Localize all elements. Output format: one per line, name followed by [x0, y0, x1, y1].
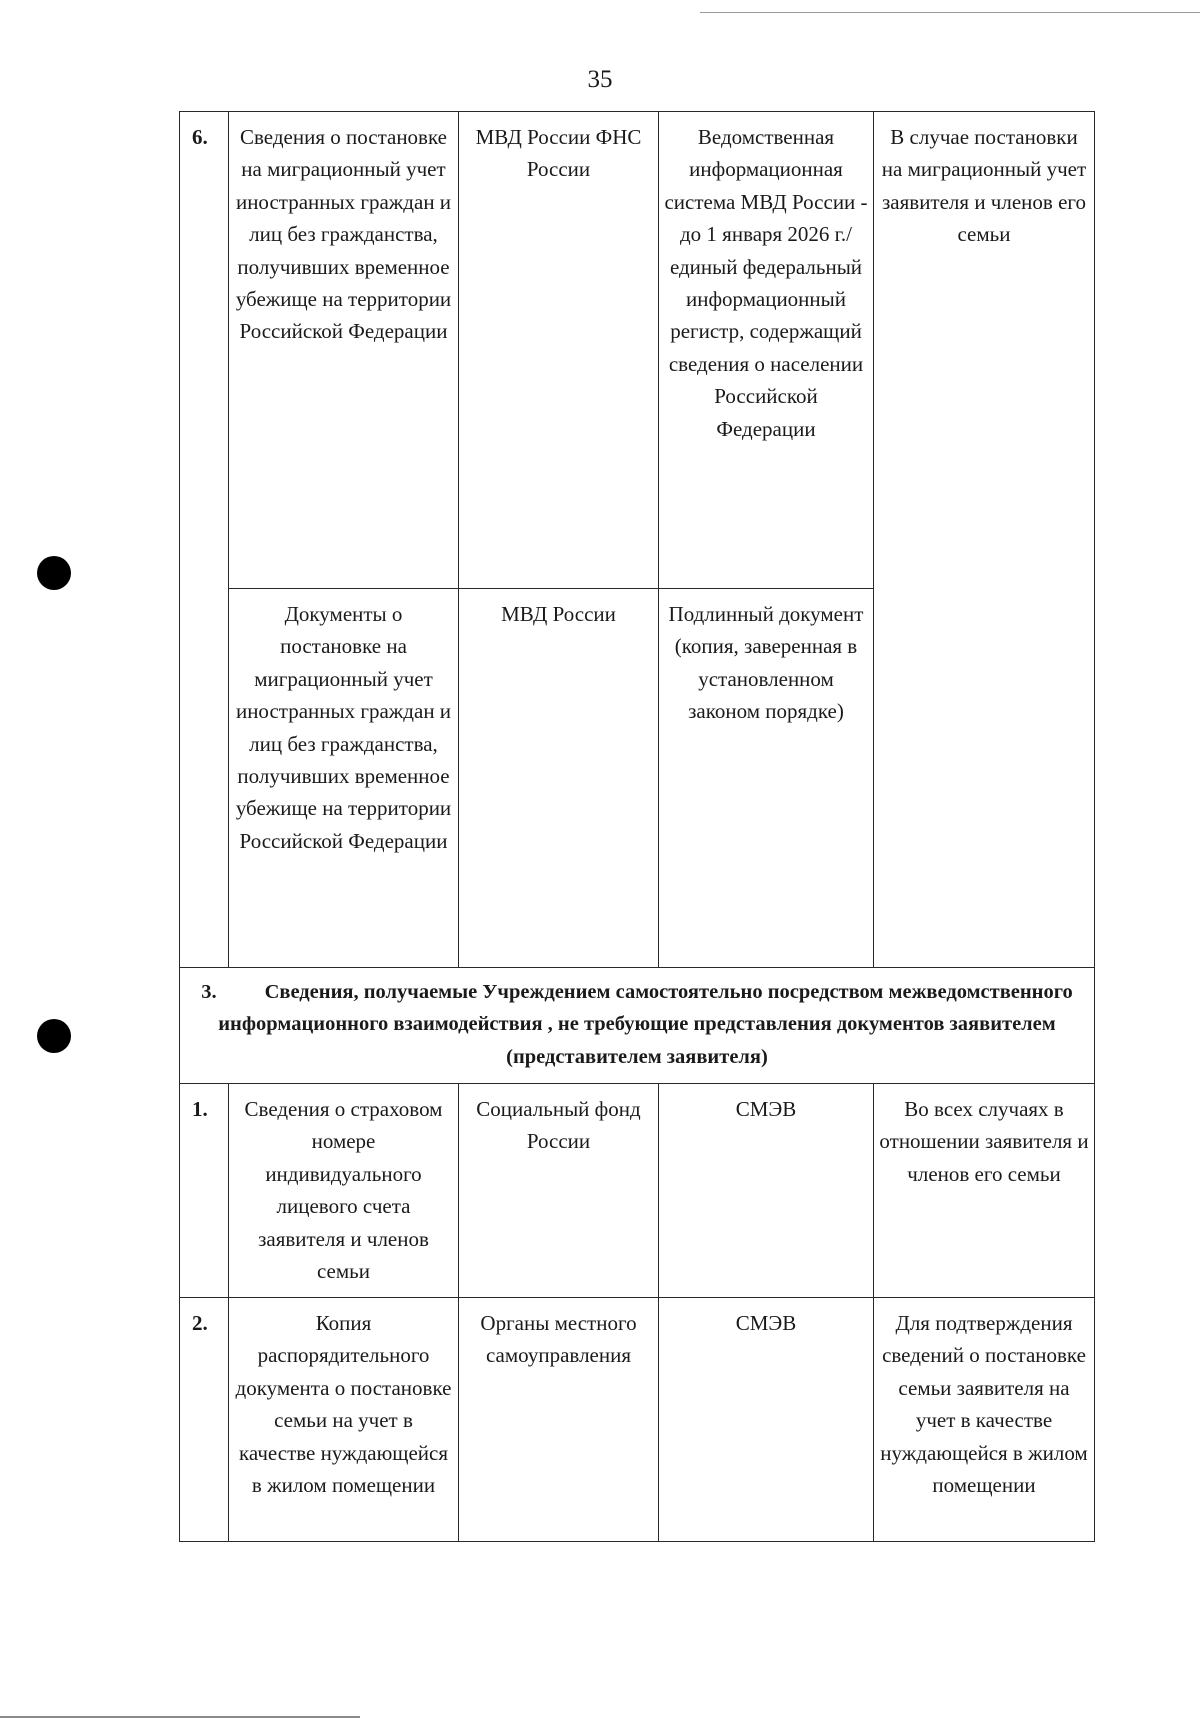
table-row: [180, 112, 1095, 589]
row-number: 2.: [180, 1298, 229, 1542]
row-number: 6.: [180, 112, 229, 968]
scan-edge-line: [700, 12, 1200, 13]
info-cell: Сведения о страховом номере индивидуального лицевого счета заявителя и членов семьи: [229, 1084, 459, 1298]
section-number: 3.: [201, 981, 217, 1003]
section-text: Сведения, получаемые Учреждением самостоятельно посредством межведомственного информационного взаимодействия , не требующие представления документов заявителем (представителем заявителя): [218, 981, 1073, 1068]
section-title: [180, 968, 1095, 1084]
services-table: [179, 111, 1095, 1542]
source-cell: СМЭВ: [659, 1084, 874, 1298]
condition-cell: Для подтверждения сведений о постановке семьи заявителя на учет в качестве нуждающейся в жилом помещении: [874, 1298, 1095, 1542]
info-cell: Сведения о постановке на миграционный учет иностранных граждан и лиц без гражданства, получивших временное убежище на территории Российской Федерации: [229, 112, 459, 589]
provider-cell: Социальный фонд России: [459, 1084, 659, 1298]
table-row: [180, 1084, 1095, 1298]
provider-cell: МВД России ФНС России: [459, 112, 659, 589]
scan-edge-line: [0, 1716, 360, 1718]
punch-hole-bottom: [37, 1019, 71, 1053]
provider-cell: МВД России: [459, 589, 659, 968]
punch-hole-top: [37, 556, 71, 590]
info-cell: Копия распорядительного документа о постановке семьи на учет в качестве нуждающейся в жилом помещении: [229, 1298, 459, 1542]
page-number: 35: [587, 66, 613, 93]
condition-cell: В случае постановки на миграционный учет заявителя и членов его семьи: [874, 112, 1095, 968]
table-row: [180, 1298, 1095, 1542]
provider-cell: Органы местного самоуправления: [459, 1298, 659, 1542]
source-cell: СМЭВ: [659, 1298, 874, 1542]
source-cell: Подлинный документ (копия, заверенная в установленном законом порядке): [659, 589, 874, 968]
condition-cell: Во всех случаях в отношении заявителя и членов его семьи: [874, 1084, 1095, 1298]
section-header-row: [180, 968, 1095, 1084]
source-cell: Ведомственная информационная система МВД России - до 1 января 2026 г./единый федеральный информационный регистр, содержащий сведения о населении Российской Федерации: [659, 112, 874, 589]
info-cell: Документы о постановке на миграционный учет иностранных граждан и лиц без гражданства, получивших временное убежище на территории Российской Федерации: [229, 589, 459, 968]
row-number: 1.: [180, 1084, 229, 1298]
